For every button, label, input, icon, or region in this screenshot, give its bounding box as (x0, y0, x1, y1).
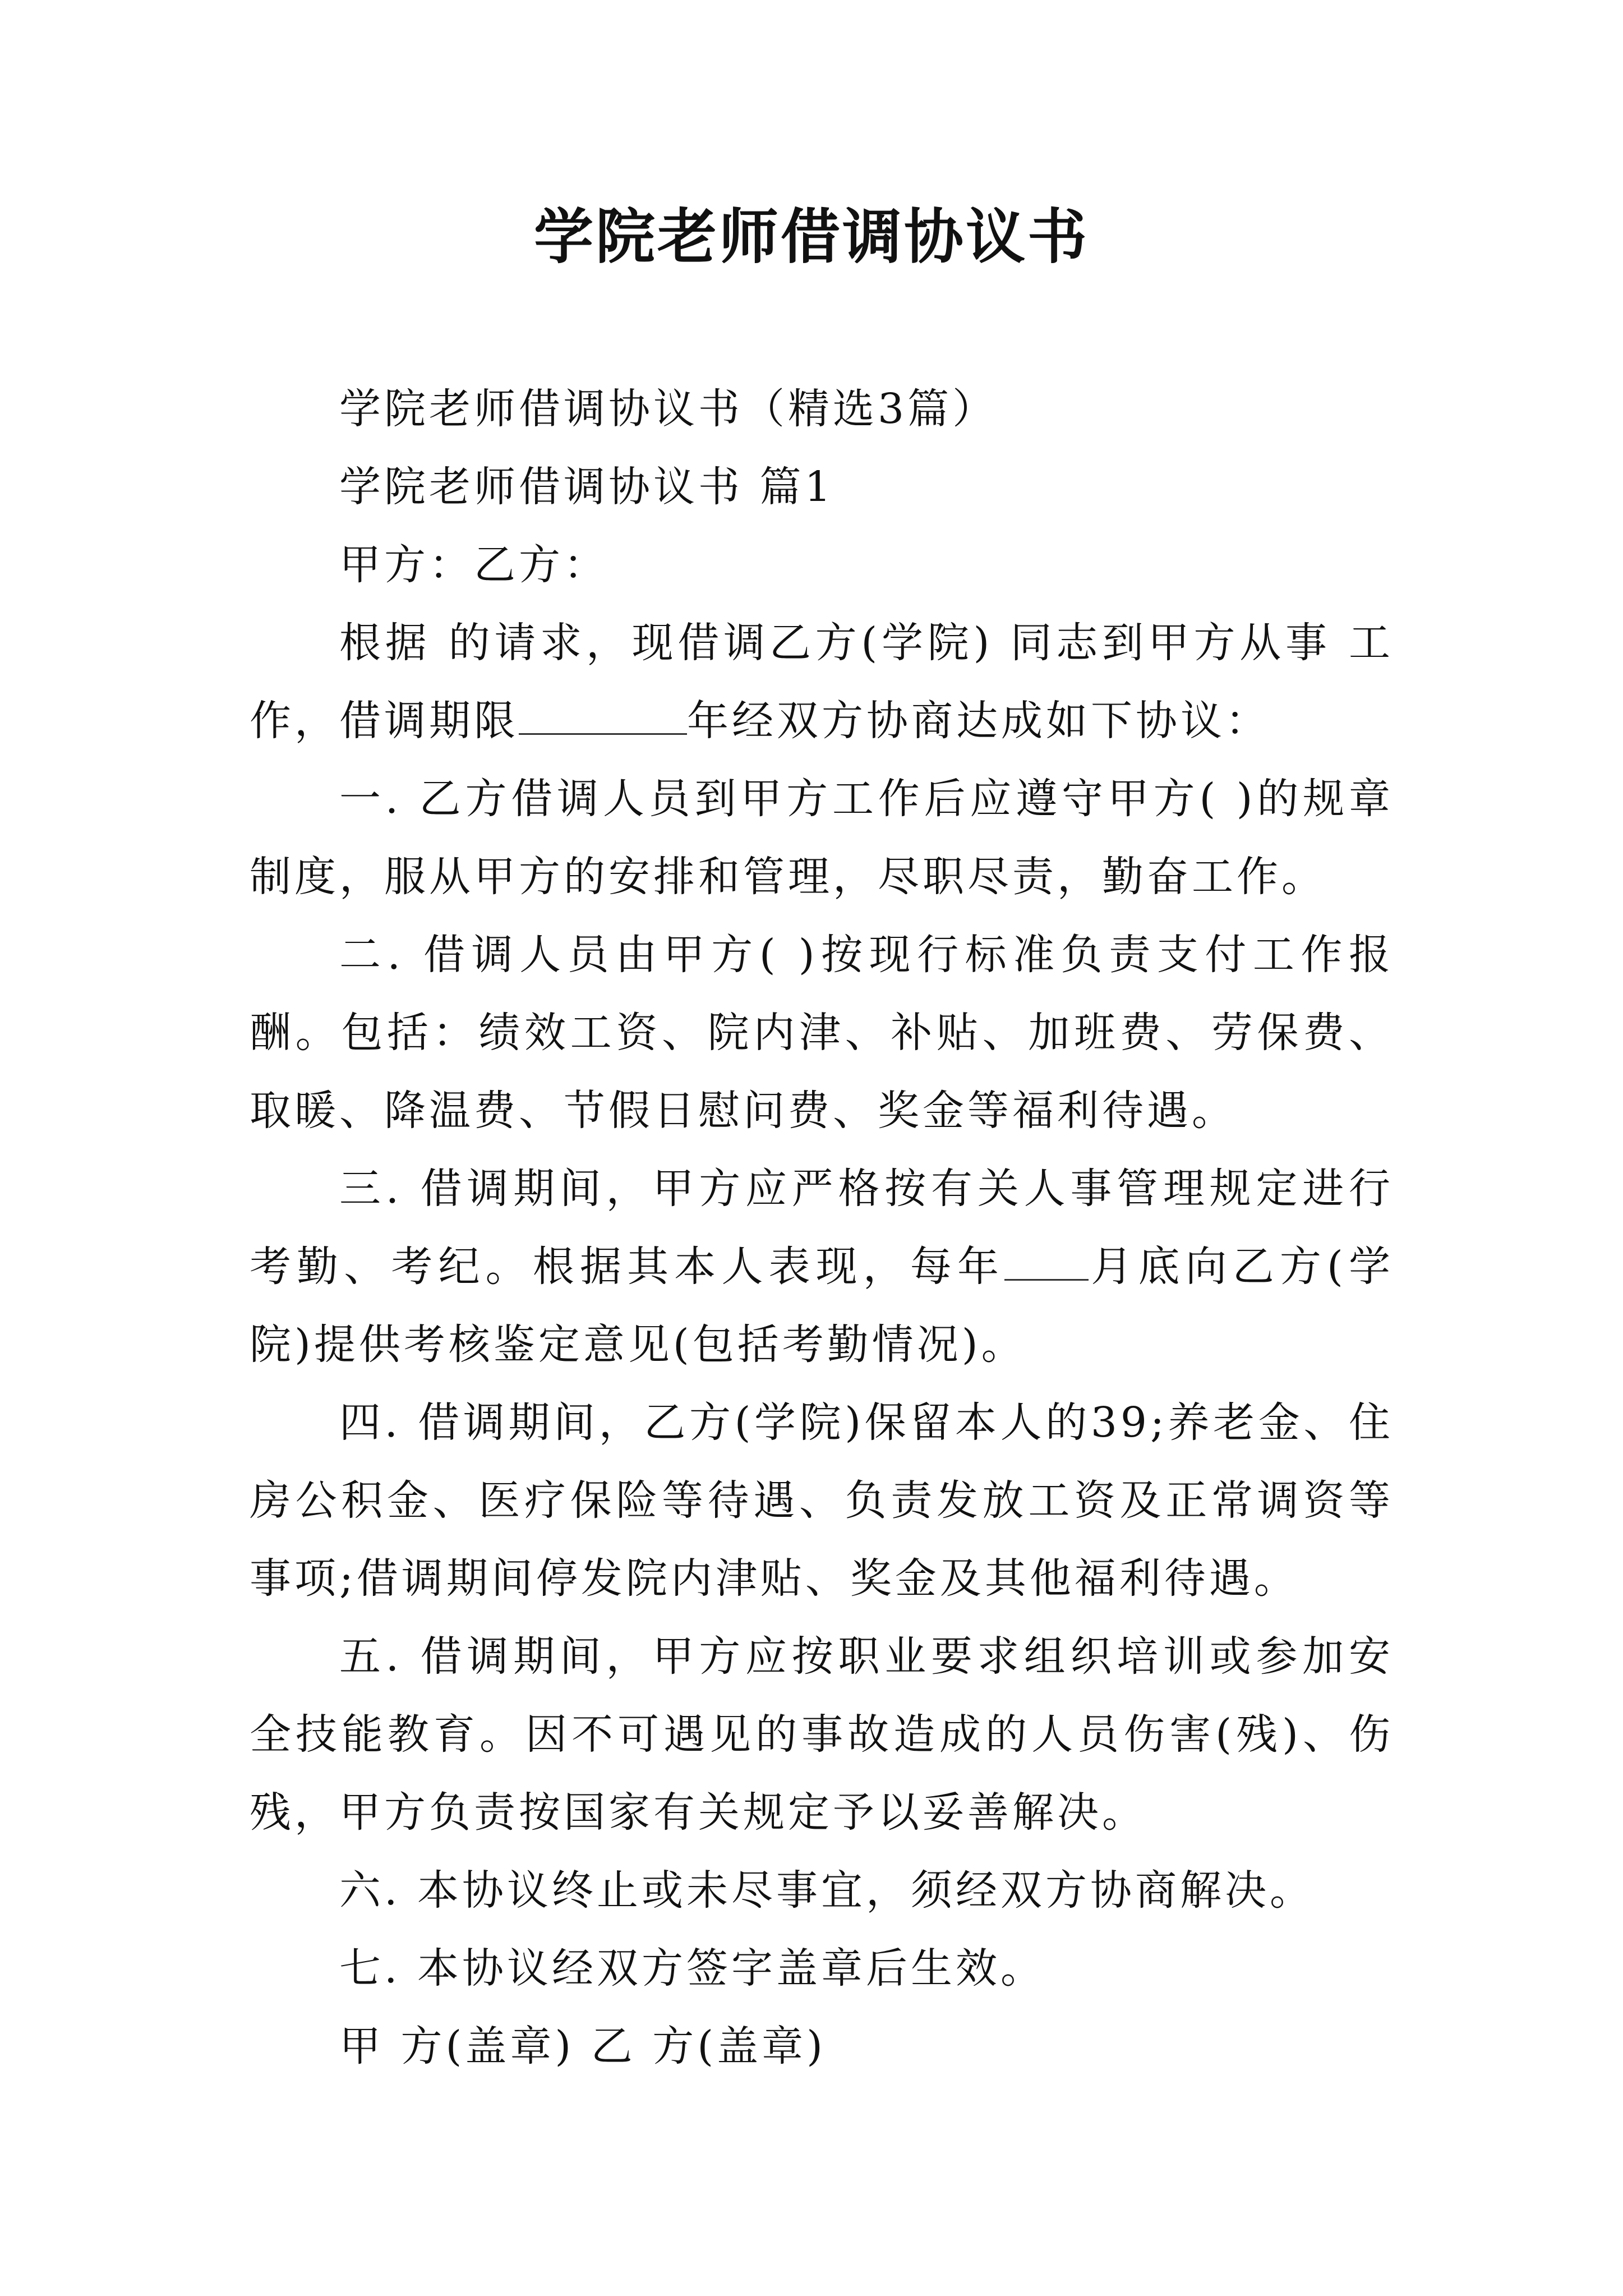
intro-text-2: 年经双方协商达成如下协议： (687, 697, 1270, 745)
intro-text-1: 根据 的请求，现借调乙方(学院) 同志到甲方从事 工作，借调期限 (250, 619, 1394, 745)
section-heading: 学院老师借调协议书 篇1 (339, 463, 834, 511)
document-title: 学院老师借调协议书 (534, 201, 1089, 272)
blank-term-years (519, 694, 687, 735)
blank-month (1004, 1240, 1089, 1281)
clause-6: 六. 本协议终止或未尽事宜，须经双方协商解决。 (339, 1866, 1315, 1915)
clause-4: 四. 借调期间，乙方(学院)保留本人的39;养老金、住房公积金、医疗保险等待遇、负责发放工资及正常调资等事项;借调期间停发院内津贴、奖金及其他福利待遇。 (250, 1398, 1394, 1603)
clause-3 (250, 1150, 1394, 1384)
parties-line: 甲方：乙方： (339, 541, 608, 589)
clause-5: 五. 借调期间，甲方应按职业要求组织培训或参加安全技能教育。因不可遇见的事故造成的人员伤害(残)、伤残，甲方负责按国家有关规定予以妥善解决。 (250, 1632, 1394, 1837)
signature-line: 甲 方(盖章) 乙 方(盖章) (339, 2022, 827, 2070)
clause-3-text-2: 月底向乙方(学院)提供考核鉴定意见(包括考勤情况)。 (250, 1243, 1394, 1369)
clause-3-text-1: 三. 借调期间，甲方应严格按有关人事管理规定进行考勤、考纪。根据其本人表现，每年 (250, 1165, 1394, 1291)
subtitle: 学院老师借调协议书（精选3篇） (339, 385, 998, 433)
intro-paragraph (250, 604, 1394, 760)
clause-7: 七. 本协议经双方签字盖章后生效。 (339, 1944, 1046, 1993)
document-body (250, 370, 1394, 2086)
clause-1: 一. 乙方借调人员到甲方工作后应遵守甲方( )的规章制度，服从甲方的安排和管理，尽职尽责，勤奋工作。 (250, 775, 1394, 901)
clause-2: 二. 借调人员由甲方( )按现行标准负责支付工作报酬。包括：绩效工资、院内津、补贴、加班费、劳保费、取暖、降温费、节假日慰问费、奖金等福利待遇。 (250, 931, 1394, 1135)
